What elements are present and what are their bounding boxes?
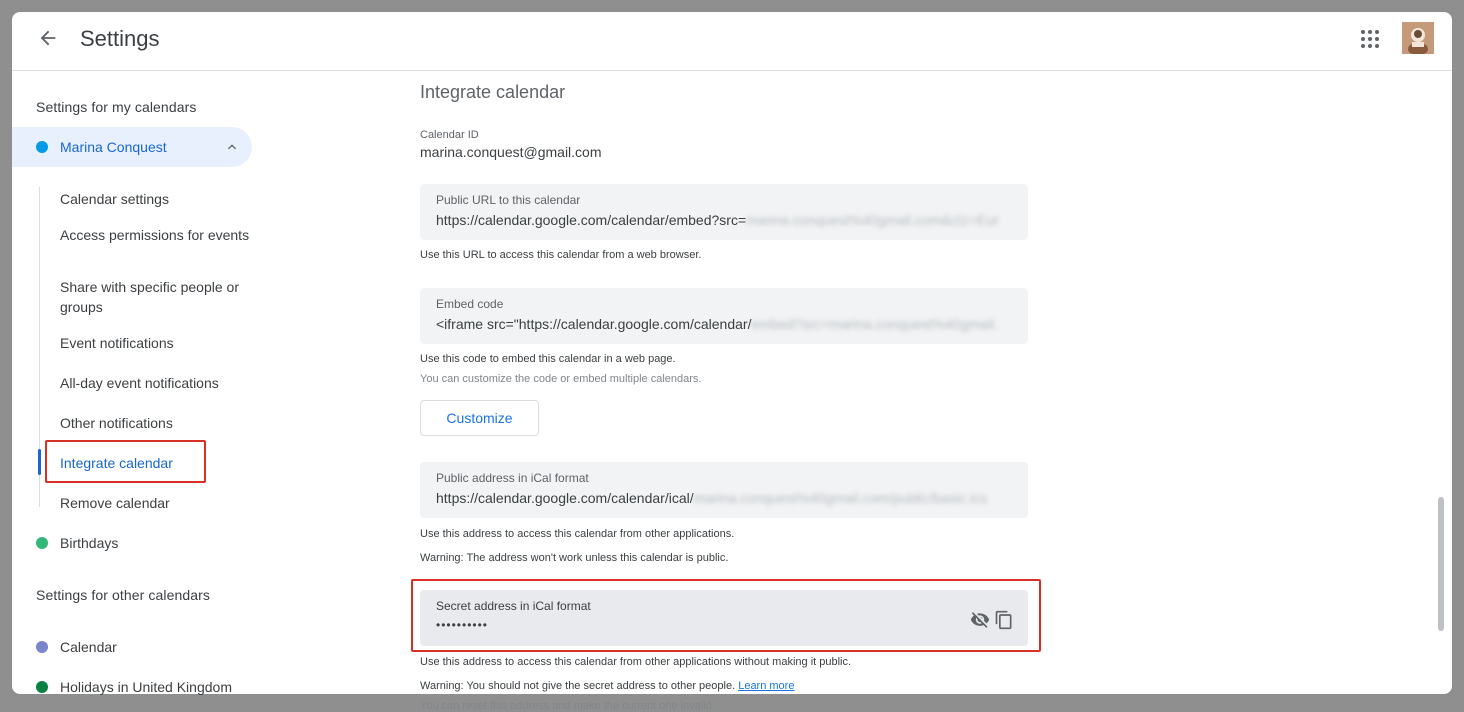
embed-code-value[interactable]	[436, 316, 998, 332]
public-ical-warning: Warning: The address won't work unless this calendar is public.	[420, 552, 729, 564]
integrate-calendar-section	[420, 72, 1320, 712]
secret-ical-reset-hint: You can reset this address and make the current one invalid.	[420, 700, 715, 712]
other-calendars-heading: Settings for other calendars	[36, 587, 211, 603]
embed-code-customize-hint: You can customize the code or embed multiple calendars.	[420, 373, 702, 385]
public-ical-field[interactable]	[420, 462, 1028, 518]
secret-ical-help: Use this address to access this calendar from other applications without making it public.	[420, 656, 852, 668]
public-ical-help: Use this address to access this calendar from other applications.	[420, 528, 735, 540]
customize-button[interactable]: Customize	[420, 400, 539, 436]
embed-code-visible: <iframe src="https://calendar.google.com/calendar/	[436, 316, 752, 332]
calendar-color-dot	[36, 641, 48, 653]
secret-ical-value[interactable]: ••••••••••	[436, 618, 489, 632]
secret-ical-field[interactable]	[420, 590, 1028, 646]
account-avatar[interactable]	[1402, 22, 1434, 54]
secret-ical-warning	[420, 680, 794, 692]
embed-code-blurred: embed?src=marina.conquest%40gmail.	[751, 316, 998, 332]
visibility-off-icon[interactable]	[970, 610, 990, 630]
sidebar-item-all-day-notifications[interactable]: All-day event notifications	[60, 375, 219, 391]
copy-icon[interactable]	[994, 610, 1014, 630]
sidebar-item-other-notifications[interactable]: Other notifications	[60, 415, 173, 431]
apps-grid-icon	[1360, 29, 1380, 49]
sidebar-item-remove-calendar[interactable]: Remove calendar	[60, 495, 170, 511]
app-header	[12, 12, 1452, 71]
calendar-color-dot	[36, 141, 48, 153]
public-url-label: Public URL to this calendar	[436, 193, 581, 207]
calendar-id-value: marina.conquest@gmail.com	[420, 144, 602, 160]
public-ical-label: Public address in iCal format	[436, 471, 589, 485]
calendar-color-dot	[36, 537, 48, 549]
page-title: Settings	[80, 26, 160, 51]
secret-ical-label: Secret address in iCal format	[436, 599, 591, 613]
public-ical-value[interactable]	[436, 490, 987, 506]
calendar-name: Marina Conquest	[60, 139, 167, 155]
learn-more-link[interactable]: Learn more	[738, 680, 795, 692]
back-button[interactable]	[34, 24, 62, 52]
public-url-help: Use this URL to access this calendar from a web browser.	[420, 249, 702, 261]
sidebar-calendar-birthdays[interactable]	[12, 523, 252, 563]
google-apps-button[interactable]	[1356, 25, 1384, 53]
calendar-name: Calendar	[60, 639, 117, 655]
secret-warning-text: Warning: You should not give the secret address to other people.	[420, 680, 736, 692]
vertical-scrollbar[interactable]	[1438, 497, 1444, 631]
chevron-up-icon[interactable]	[224, 139, 240, 155]
calendar-name: Holidays in United Kingdom	[60, 679, 232, 695]
sidebar-calendar-marina-conquest[interactable]	[12, 127, 252, 167]
calendar-color-dot	[36, 681, 48, 693]
sidebar-calendar-holidays-uk[interactable]	[12, 667, 252, 707]
sidebar-item-access-permissions[interactable]: Access permissions for events	[60, 227, 250, 243]
sidebar-item-event-notifications[interactable]: Event notifications	[60, 335, 174, 351]
public-url-visible: https://calendar.google.com/calendar/embed?src=	[436, 212, 747, 228]
sidebar-item-integrate-calendar[interactable]: Integrate calendar	[60, 455, 173, 471]
sidebar-item-share-with-people[interactable]: Share with specific people or groups	[60, 279, 239, 315]
embed-code-field[interactable]	[420, 288, 1028, 344]
calendar-id-label: Calendar ID	[420, 129, 479, 141]
public-ical-visible: https://calendar.google.com/calendar/ical/	[436, 490, 694, 506]
embed-code-label: Embed code	[436, 297, 504, 311]
my-calendars-heading: Settings for my calendars	[36, 99, 197, 115]
avatar-photo-icon	[1402, 22, 1434, 54]
embed-code-help: Use this code to embed this calendar in a web page.	[420, 353, 676, 365]
active-indicator	[38, 449, 41, 475]
public-url-field[interactable]	[420, 184, 1028, 240]
calendar-name: Birthdays	[60, 535, 119, 551]
public-ical-blurred: marina.conquest%40gmail.com/public/basic.ics	[693, 490, 987, 506]
arrow-left-icon	[37, 27, 59, 49]
section-title: Integrate calendar	[420, 82, 566, 102]
public-url-blurred: marina.conquest%40gmail.com&ctz=Eur	[746, 212, 999, 228]
settings-sidebar	[12, 72, 272, 694]
settings-window	[12, 12, 1452, 712]
sidebar-calendar-calendar[interactable]	[12, 627, 252, 667]
public-url-value[interactable]	[436, 212, 999, 228]
sidebar-item-calendar-settings[interactable]: Calendar settings	[60, 191, 169, 207]
